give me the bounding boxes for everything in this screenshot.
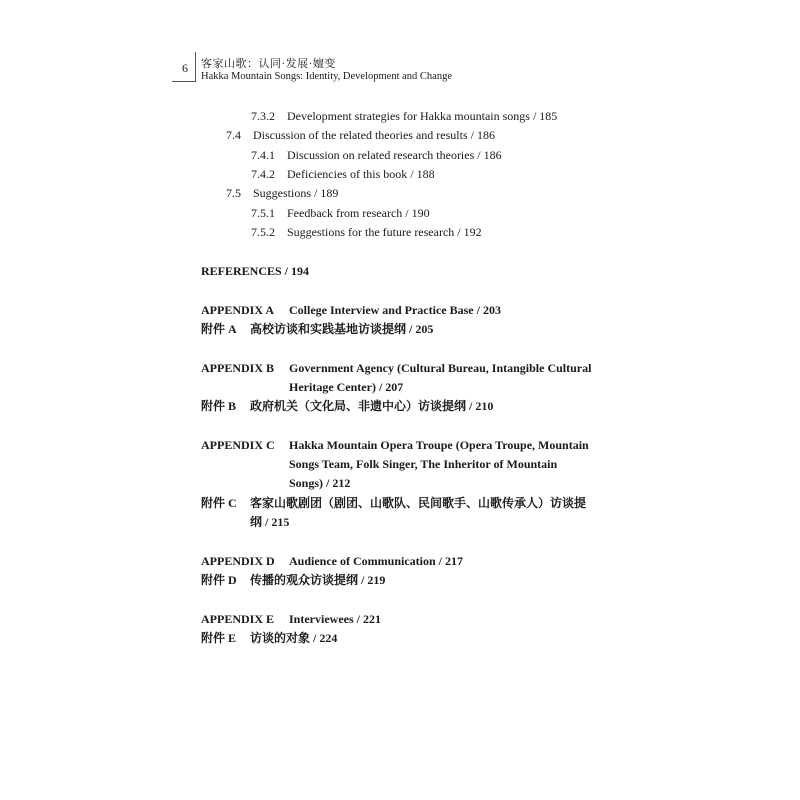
appendix-label: APPENDIX C (201, 438, 275, 452)
appendix-title-continued: 纲 / 215 (250, 515, 290, 529)
appendix-label: 附件 B (201, 399, 237, 413)
appendix-c-cn-entry (201, 496, 586, 510)
appendix-e-cn-entry (201, 631, 337, 645)
appendix-b-entry (201, 361, 591, 375)
toc-entry-number: 7.4.1 (251, 148, 275, 162)
toc-entry-text: Discussion on related research theories / 186 (287, 148, 502, 162)
appendix-title-continued: Songs) / 212 (289, 476, 351, 490)
toc-entry (251, 167, 435, 181)
appendix-title: Government Agency (Cultural Bureau, Intangible Cultural (289, 361, 592, 375)
header-rule-horizontal (172, 81, 196, 82)
toc-entry-text: Suggestions for the future research / 192 (287, 225, 482, 239)
appendix-title: 高校访谈和实践基地访谈提纲 / 205 (250, 322, 434, 336)
appendix-title: Interviewees / 221 (289, 612, 381, 626)
toc-entry-text: Development strategies for Hakka mountain songs / 185 (287, 109, 558, 123)
toc-entry (251, 225, 482, 239)
running-title-english: Hakka Mountain Songs: Identity, Development and Change (201, 71, 452, 82)
appendix-title: Audience of Communication / 217 (289, 554, 463, 568)
appendix-title: 政府机关（文化局、非遗中心）访谈提纲 / 210 (250, 399, 494, 413)
appendix-title: College Interview and Practice Base / 203 (289, 303, 501, 317)
appendix-a-entry (201, 303, 501, 317)
appendix-label: APPENDIX D (201, 554, 275, 568)
appendix-title-continued: Heritage Center) / 207 (289, 380, 404, 394)
toc-entry-text: Deficiencies of this book / 188 (287, 167, 435, 181)
appendix-label: 附件 E (201, 631, 237, 645)
toc-entry-number: 7.5.2 (251, 225, 275, 239)
toc-entry-text: Feedback from research / 190 (287, 206, 430, 220)
references-entry: REFERENCES / 194 (201, 264, 310, 278)
appendix-label: 附件 A (201, 322, 237, 336)
appendix-e-entry (201, 612, 381, 626)
toc-entry-text: Suggestions / 189 (253, 186, 339, 200)
appendix-label: APPENDIX A (201, 303, 275, 317)
appendix-c-entry (201, 438, 589, 452)
header-rule-vertical (195, 52, 196, 82)
toc-entry (251, 148, 502, 162)
appendix-title: Hakka Mountain Opera Troupe (Opera Troupe, Mountain (289, 438, 589, 452)
appendix-title: 访谈的对象 / 224 (250, 631, 338, 645)
toc-entry (226, 128, 495, 142)
appendix-label: 附件 C (201, 496, 237, 510)
page-number: 6 (182, 61, 188, 75)
toc-entry (251, 206, 430, 220)
appendix-title-continued: Songs Team, Folk Singer, The Inheritor of Mountain (289, 457, 558, 471)
appendix-d-entry (201, 554, 463, 568)
appendix-title: 传播的观众访谈提纲 / 219 (250, 573, 386, 587)
toc-entry-number: 7.5 (226, 186, 241, 200)
appendix-a-cn-entry (201, 322, 433, 336)
appendix-d-cn-entry (201, 573, 385, 587)
toc-entry (251, 109, 557, 123)
toc-entry (226, 186, 338, 200)
appendix-label: 附件 D (201, 573, 237, 587)
appendix-title: 客家山歌剧团（剧团、山歌队、民间歌手、山歌传承人）访谈提 (250, 496, 587, 510)
appendix-label: APPENDIX B (201, 361, 275, 375)
toc-entry-number: 7.4.2 (251, 167, 275, 181)
appendix-label: APPENDIX E (201, 612, 275, 626)
toc-entry-number: 7.3.2 (251, 109, 275, 123)
toc-entry-number: 7.4 (226, 128, 241, 142)
appendix-b-cn-entry (201, 399, 493, 413)
running-title-chinese: 客家山歌：认同·发展·嬗变 (201, 58, 336, 70)
toc-entry-text: Discussion of the related theories and results / 186 (253, 128, 495, 142)
toc-entry-number: 7.5.1 (251, 206, 275, 220)
